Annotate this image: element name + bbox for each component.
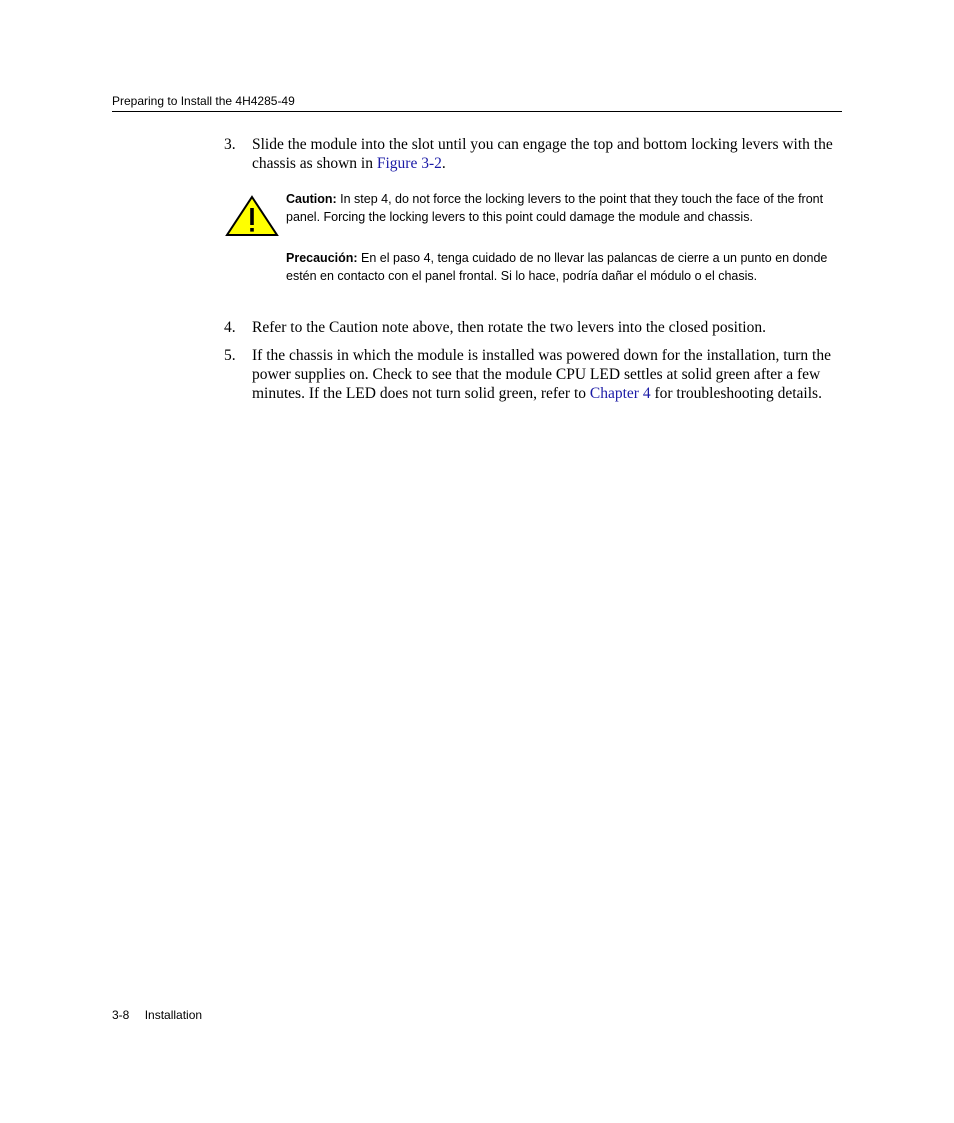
- figure-link[interactable]: Figure 3-2: [376, 155, 442, 172]
- warning-triangle-icon: [225, 195, 279, 237]
- step-4: [224, 318, 844, 337]
- caution-note-spanish: [286, 250, 842, 285]
- step-number: 4.: [224, 319, 236, 336]
- running-header: Preparing to Install the 4H4285-49: [112, 94, 295, 108]
- step-number: 3.: [224, 136, 236, 153]
- page-footer: [112, 1008, 202, 1023]
- step-3: [224, 135, 844, 173]
- page-number: 3-8: [112, 1008, 130, 1022]
- caution-note-english: [286, 191, 842, 226]
- precaucion-label: Precaución:: [286, 251, 358, 265]
- precaucion-text: En el paso 4, tenga cuidado de no llevar las palancas de cierre a un punto en donde estén en contacto con el panel frontal. Si lo hace, podría dañar el módulo o el chasis.: [286, 251, 828, 283]
- step-text: Slide the module into the slot until you can engage the top and bottom locking levers with the chassis as shown in Figure 3-2.: [252, 136, 833, 172]
- step-text: Refer to the Caution note above, then rotate the two levers into the closed position.: [252, 319, 766, 336]
- footer-section: Installation: [144, 1008, 203, 1022]
- step-text: If the chassis in which the module is installed was powered down for the installation, turn the power supplies on. Check to see that the module CPU LED settles at solid green after a few minutes. If the LED does not turn solid green, refer to Chapter 4 for troubleshooting details.: [252, 347, 831, 402]
- step-5: [224, 346, 844, 403]
- chapter-link[interactable]: Chapter 4: [589, 385, 651, 402]
- caution-label: Caution:: [286, 192, 337, 206]
- header-rule: [112, 111, 842, 112]
- step-number: 5.: [224, 347, 236, 364]
- caution-text: In step 4, do not force the locking levers to the point that they touch the face of the front panel. Forcing the locking levers to this point could damage the module and chassis.: [286, 192, 824, 224]
